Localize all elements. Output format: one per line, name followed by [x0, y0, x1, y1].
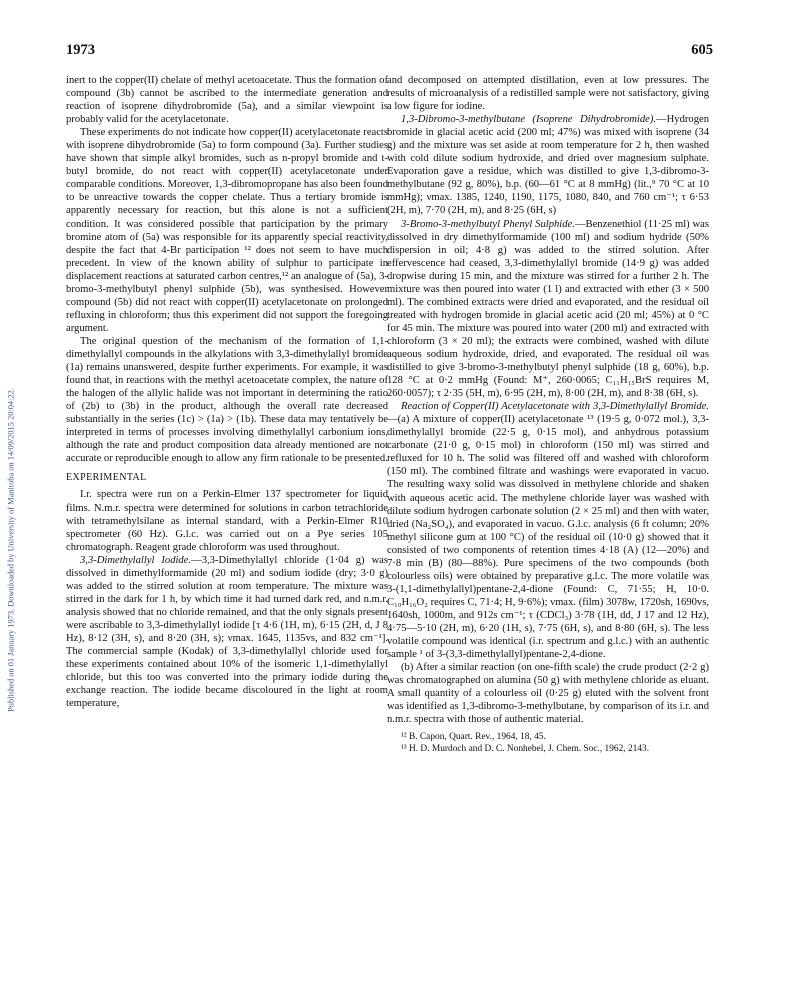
paragraph: inert to the copper(II) chelate of methyl acetoacetate. Thus the formation of compound (3b) cannot be ascribed to the intermediate generation and reaction of isoprene dihydrobromide (5a), and a similar viewpoint is probably valid for the acetylacetonate.	[66, 75, 388, 126]
download-watermark-text: Published on 01 January 1973. Downloaded by University of Manitoba on 14/09/2015 20:04:22.	[6, 388, 16, 712]
paragraph-body: —Hydrogen bromide in glacial acetic acid (200 ml; 47%) was mixed with isoprene (34 g) and the mixture was set aside at room temperature for 2 h, then washed with cold dilute sodium hydroxide, and dried over magnesium sulphate. Evaporation gave a residue, which was distilled to give 1,3-dibromo-3-methylbutane (92 g, 80%), b.p. (60—61 °C at 8 mmHg) (lit.,⁹ 70 °C at 10 mmHg); νmax. 1385, 1240, 1190, 1175, 1080, 840, and 760 cm⁻¹; τ 6·53 (2H, m), 7·70 (2H, m), and 8·25 (6H, s)	[387, 114, 709, 217]
paragraph-heading: 3,3-Dimethylallyl Iodide.	[80, 554, 192, 566]
paragraph-heading: Reaction of Copper(II) Acetylacetonate with 3,3-Dimethylallyl Bromide.	[401, 401, 709, 413]
paragraph-heading: 1,3-Dibromo-3-methylbutane (Isoprene Dihydrobromide).	[401, 114, 657, 126]
paragraph	[387, 218, 709, 401]
paragraph	[66, 554, 388, 711]
reference-13: ¹³ H. D. Murdoch and D. C. Nonhebel, J. Chem. Soc., 1962, 2143.	[401, 743, 650, 754]
paragraph: and decomposed on attempted distillation, even at low pressures. The results of microanalysis of a redistilled sample were not satisfactory, giving a low figure for iodine.	[387, 75, 709, 113]
paragraph-body: —Benzenethiol (11·25 ml) was dissolved in dry dimethylformamide (100 ml) and sodium hydride (50% dispersion in oil; 4·8 g) was added to the stirred solution. After effervescence had ceased, 3,3-dimethylallyl bromide (14·9 g) was added dropwise during 15 min, and the mixture was stirred for a further 2 h. The mixture was then poured into water (1 l) and extracted with ether (3 × 500 ml). The combined extracts were dried and evaporated, and the residual oil treated with hydrogen bromide in glacial acetic acid (20 ml; 45%) at 0 °C for 45 min. The mixture was poured into water (200 ml) and extracted with chloroform (3 × 20 ml); the extracts were combined, washed with dilute aqueous sodium hydroxide, dried, and evaporated. The residual oil was distilled to give 3-bromo-3-methylbutyl phenyl sulphide (18 g, 60%), b.p. 128 °C at 0·2 mmHg (Found: M⁺, 260·0065; C₁₁H₁₅BrS requires M, 260·0057); τ 2·35 (5H, m), 6·95 (2H, m), 8·00 (2H, m), and 8·38 (6H, s).	[387, 218, 710, 400]
paragraph: These experiments do not indicate how copper(II) acetylacetonate reacts with isoprene dihydrobromide (5a) to form compound (3a). Further studies have shown that simple alkyl bromides, such as n-propyl bromide and t-butyl bromide, do not react with copper(II) acetylacetonate under comparable conditions. Moreover, 1,3-dibromopropane has also been found to be unreactive towards the copper chelate. Thus a tertiary bromide is apparently necessary for reaction, but this alone is not a sufficient condition. It was considered possible that participation by the primary bromine atom of (5a) was responsible for its apparently special reactivity, despite the fact that 4-Br participation ¹² does not seem to have much precedent. In view of the known ability of sulphur to participate in displacement reactions at saturated carbon centres,¹² an analogue of (5a), 3-bromo-3-methylbutyl phenyl sulphide (5b), was synthesised. However compound (5b) did not react with copper(II) acetylacetonate on prolonged refluxing in chloroform; thus this experiment did not support the foregoing argument.	[66, 127, 388, 334]
paragraph-body: —(a) A mixture of copper(II) acetylacetonate ¹³ (19·5 g, 0·072 mol.), 3,3-dimethylallyl bromide (22·5 g, 0·15 mol), and anhydrous potassium carbonate (21·0 g, 0·15 mol) in chloroform (150 ml) was stirred and refluxed for 10 h. The solid was filtered off and washed with chloroform (150 ml). The combined filtrate and washings were evaporated in vacuo. The resulting waxy solid was dissolved in methylene chloride and shaken with aqueous acetic acid. The methylene chloride layer was washed with dilute sodium hydrogen carbonate solution (2 × 25 ml) and then with water, dried (Na₂SO₄), and evaporated in vacuo. G.l.c. analysis (6 ft column; 20% methyl silicone gum at 100 °C) of the residual oil (10·0 g) showed that it consisted of two components of retention times 4·18 (A) (12—20%) and 7·8 min (B) (80—88%). Pure specimens of the two compounds (both colourless oils) were obtained by preparative g.l.c. The more volatile was 3-(1,1-dimethylallyl)pentane-2,4-dione (Found: C, 71·55; H, 10·0. C₁₀H₁₆O₂ requires C, 71·4; H, 9·6%); νmax. (film) 3078w, 1720sh, 1690vs, 1640sh, 1000m, and 912s cm⁻¹; τ (CDCl₃) 3·78 (1H, dd, J 17 and 12 Hz), 4·75—5·10 (2H, m), 6·20 (1H, s), 7·75 (6H, s), and 8·80 (6H, s). The less volatile compound was identical (i.r. spectrum and g.l.c.) with an authentic sample ¹ of 3-(3,3-dimethylallyl)pentane-2,4-dione.	[387, 414, 709, 661]
left-column	[66, 74, 388, 710]
right-column	[387, 74, 709, 756]
paragraph-heading: 3-Bromo-3-methylbutyl Phenyl Sulphide.	[401, 218, 575, 230]
page-number: 605	[691, 42, 713, 58]
paragraph	[387, 400, 709, 661]
paragraph-body: —3,3-Dimethylallyl chloride (1·04 g) was dissolved in dimethylformamide (20 ml) and sodium iodide (dry; 3·0 g) was added to the stirred solution at room temperature. The mixture was stirred in the dark for 1 h, by which time it had turned dark red, and n.m.r. analysis showed that no chloride remained, and that the only signals present were ascribable to 3,3-dimethylallyl iodide [τ 4·6 (1H, m), 6·15 (2H, d, J 8 Hz), 8·12 (3H, s), and 8·20 (3H, s); νmax. 1645, 1135vs, and 832 cm⁻¹]. The commercial sample (Kodak) of 3,3-dimethylallyl chloride used for these experiments contained about 10% of the isomeric 1,1-dimethylallyl chloride, but this too was converted into the primary iodide during the exchange reaction. The iodide became discoloured in the light at room temperature,	[66, 554, 389, 710]
paragraph: (b) After a similar reaction (on one-fifth scale) the crude product (2·2 g) was chromatographed on alumina (50 g) with methylene chloride as eluant. A small quantity of a colourless oil (0·25 g) eluted with the solvent front was identified as 1,3-dibromo-3-methylbutane, by comparison of its i.r. and n.m.r. spectra with those of authentic material.	[387, 662, 709, 726]
paragraph: I.r. spectra were run on a Perkin-Elmer 137 spectrometer for liquid films. N.m.r. spectra were determined for solutions in carbon tetrachloride with tetramethylsilane as internal standard, with a Perkin-Elmer R10 spectrometer (60 Hz). G.l.c. was carried out on a Pye series 105 chromatograph. Reagent grade chloroform was used throughout.	[66, 489, 388, 553]
section-title: EXPERIMENTAL	[66, 472, 147, 484]
paragraph: The original question of the mechanism of the formation of 1,1-dimethylallyl compounds in the alkylations with 3,3-dimethylallyl bromide (1a) remains unanswered, despite further experiments. For example, it was found that, in reactions with the methyl acetoacetate complex, the nature of the halogen of the allylic halide was not important in determining the ratio of (2b) to (3b) in the product, although the overall rate decreased substantially in the series (1c) > (1a) > (1b). These data may tentatively be interpreted in terms of processes involving dimethylallyl carbonium ions, although the rate and product composition data already mentioned are not accurate or reproducible enough to allow any firm rationale to be presented.	[66, 335, 388, 465]
references	[387, 732, 709, 755]
paragraph	[387, 113, 709, 217]
download-watermark	[4, 200, 18, 900]
reference-12: ¹² B. Capon, Quart. Rev., 1964, 18, 45.	[401, 732, 546, 743]
journal-year: 1973	[66, 42, 95, 58]
